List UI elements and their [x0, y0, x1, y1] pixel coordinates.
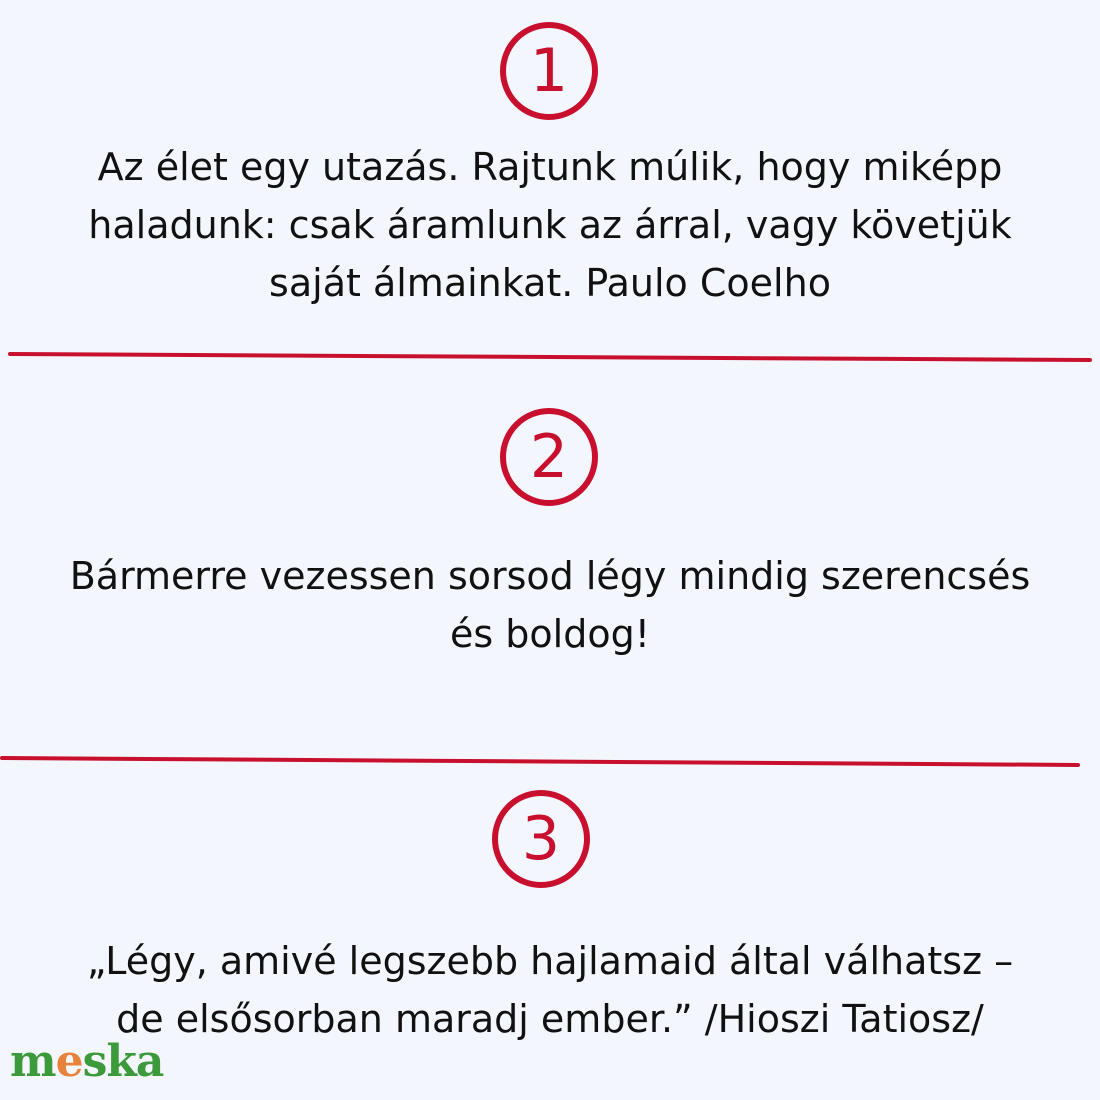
number-badge-2	[500, 408, 598, 506]
logo-letter-m: m	[10, 1036, 56, 1087]
divider-2	[0, 756, 1080, 767]
logo-letters-ska: ska	[82, 1036, 164, 1087]
quote-3-line-1: „Légy, amivé legszebb hajlamaid által válhatsz –	[86, 939, 1014, 983]
quote-2-line-2: és boldog!	[450, 612, 650, 656]
quote-2	[0, 547, 1100, 663]
quote-1-line-2: haladunk: csak áramlunk az árral, vagy követjük	[88, 203, 1012, 247]
number-2: 2	[529, 422, 569, 492]
divider-1	[8, 352, 1092, 362]
meska-logo[interactable]	[10, 1036, 164, 1087]
quote-3-line-2: de elsősorban maradj ember.” /Hioszi Tatiosz/	[116, 997, 984, 1041]
number-badge-3	[492, 790, 590, 888]
quote-1-line-3: saját álmainkat. Paulo Coelho	[269, 261, 831, 305]
quote-2-line-1: Bármerre vezessen sorsod légy mindig szerencsés	[69, 554, 1031, 598]
number-3: 3	[521, 804, 561, 874]
quote-3	[0, 932, 1100, 1048]
quote-1	[0, 138, 1100, 312]
number-1: 1	[529, 36, 569, 106]
number-badge-1	[500, 22, 598, 120]
quote-1-line-1: Az élet egy utazás. Rajtunk múlik, hogy miképp	[97, 145, 1003, 189]
logo-letter-e: e	[55, 1036, 83, 1087]
